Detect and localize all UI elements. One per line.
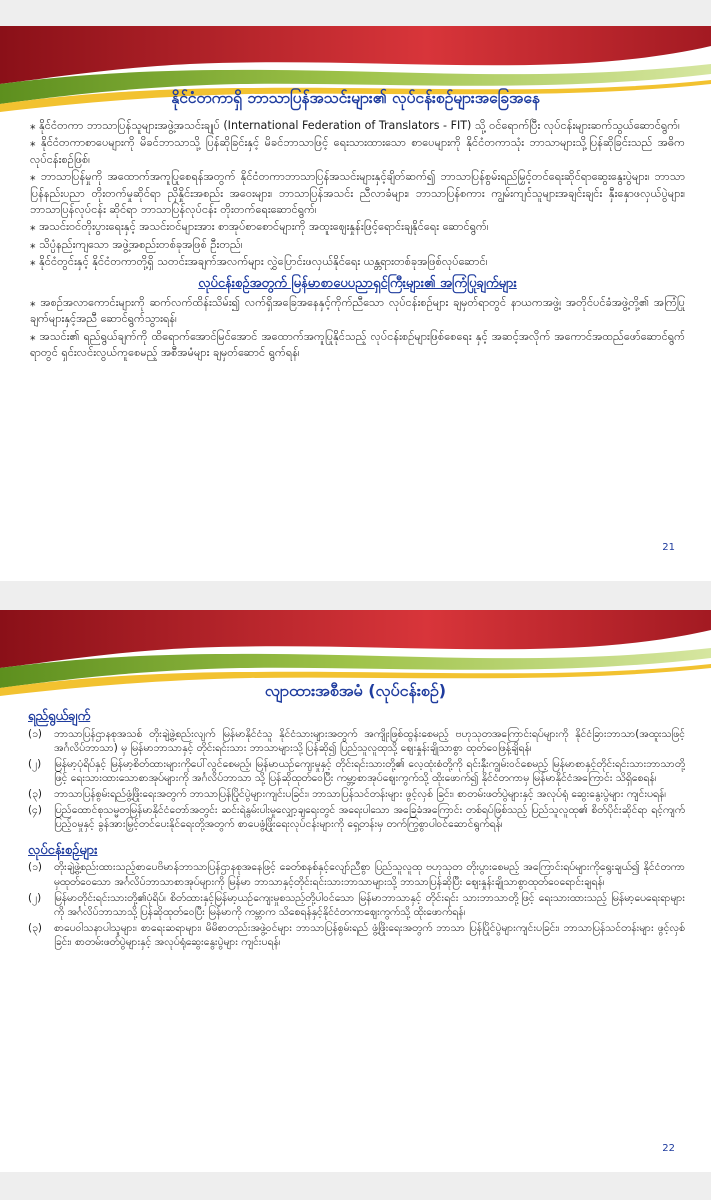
list-item <box>28 803 685 832</box>
list-item <box>28 757 685 786</box>
paragraph: ⁎ နိုင်ငံတကာစာပေများကို မိခင်ဘာသာသို့ ပြန်ဆိုခြင်းနှင့် မိခင်ဘာသာဖြင့် ရေးသားထားသော စာပေများကို နိုင်ငံတကာသုံး ဘာသာများသို့ပြန်ဆိုခြင်းသည် အဓိကလုပ်ငန်းစဉ်ဖြစ်၊ <box>30 136 685 166</box>
item-number: (၂) <box>28 757 42 770</box>
list-item <box>28 860 685 889</box>
section-subtitle: လုပ်ငန်းစဉ်အတွက် မြန်မာစာပေပညာရှင်ကြီးများ၏ အကြံပြုချက်များ <box>198 275 517 291</box>
page-title: နိုင်ငံတကာရှိ ဘာသာပြန်အသင်းများ၏ လုပ်ငန်းစဉ်များအခြေအနေ <box>171 89 540 107</box>
item-text: ဘာသာပြန်ဌာနစုအသစ် တိုးချဲ့ဖွဲ့စည်းလျက် မြန်မာနိုင်ငံသူ နိုင်ငံသားများအတွက် အကျိုးဖြစ်ထွန်းစေမည့် ဗဟုသုတအကြောင်းရပ်များကို နိုင်ငံခြားဘာသာ(အထူးသဖြင့်အင်္ဂလိပ်ဘာသာ) မှ မြန်မာဘာသာနှင့် တိုင်းရင်းသား ဘာသာများသို့ပြန်ဆို၍ ပြည်သူလူထုသို့ ဈေးနှုန်းချိုသာစွာ ထုတ်ဝေဖြန့်ချိရန်၊ <box>54 727 685 755</box>
page-number: 21 <box>662 542 675 553</box>
item-text: မြန်မာတိုင်းရင်းသားတို့၏ပုံရိပ်၊ စိတ်ထားနှင့်မြန်မာ့ယဉ်ကျေးမှုစသည့်တို့ပါဝင်သော မြန်မာဘာသာနှင့် တိုင်းရင်း သားဘာသာတို့ဖြင့် ရေးသားထားသည့် မြန်မာ့ပေရေးရာများကို အင်္ဂလိပ်ဘာသာသို့ပြန်ဆိုထုတ်ဝေပြီး မြန်မာကို ကမ္ဘာက သိစေရန်နှင့်နိုင်ငံတကာဈေးကွက်သို့ ထိုးဖောက်ရန်၊ <box>54 891 685 919</box>
item-number: (၄) <box>28 803 42 816</box>
page-number: 22 <box>662 1143 675 1154</box>
section-heading: လုပ်ငန်းစဉ်များ <box>28 842 98 858</box>
paragraph: ⁎ အသင်း၏ ရည်ရွယ်ချက်ကို ထိရောက်အောင်မြင်အောင် အထောက်အကူပြုနိုင်သည့် လုပ်ငန်းစဉ်များဖြစ်စေရေး နှင့် အဆင့်အလိုက် အကောင်အထည်ဖော်ဆောင်ရွက်ရာတွင် ရှင်းလင်းလွယ်ကူစေမည့် အစီအမံများ ချမှတ်ဆောင် ရွက်ရန်၊ <box>30 329 685 360</box>
item-number: (၁) <box>28 727 42 740</box>
page-content <box>30 118 685 363</box>
list-item <box>28 727 685 756</box>
item-text: ပြည်ထောင်စုသမ္မတမြန်မာနိုင်ငံတော်အတွင်း ဆင်းရဲနွမ်းပါးမှုလျှော့ချရေးတွင် အရေးပါသော အခြေခံအကြောင်း တစ်ရပ်ဖြစ်သည့် ပြည်သူလူထု၏ စိတ်ပိုင်းဆိုင်ရာ ရင့်ကျက်ပြည့်ဝမှုနှင့် ခွန်အားမြှင့်တင်ပေးနိုင်ရေးတို့အတွက် စာပေဖွံ့ဖြိုးရေးလုပ်ငန်းများကို ရှေ့တန်းမှ တက်ကြွစွာပါဝင်ဆောင်ရွက်ရန်၊ <box>54 803 685 831</box>
paragraph: ⁎ နိုင်ငံတကာ ဘာသာပြန်သူများအဖွဲ့အသင်းချုပ် (International Federation of Translators - FIT) သို့ ဝင်ရောက်ပြီး လုပ်ငန်းများဆက်သွယ်ဆောင်ရွက်၊ <box>30 119 680 132</box>
page-22 <box>0 610 711 1172</box>
item-number: (၂) <box>28 891 42 904</box>
paragraph: ⁎ သိပ္ပံနည်းကျသော အဖွဲ့အစည်းတစ်ခုအဖြစ် ဦးတည်၊ <box>30 237 243 251</box>
item-text: မြန်မာ့ပုံရိပ်နှင့် မြန်မာ့စိတ်ထားများကိုပေါ်လွင်စေမည့်၊ မြန်မာယဉ်ကျေးမှုနှင့် တိုင်းရင်းသားတို့၏ လေ့ထုံးစံတို့ကို ရင်းနှီးကျွမ်းဝင်စေမည့် မြန်မာစာနှင့်တိုင်းရင်းသားဘာသာတို့ဖြင့် ရေးသားထားသောစာအုပ်များကို အင်္ဂလိပ်ဘာသာ သို့ ပြန်ဆိုထုတ်ဝေပြီး ကမ္ဘာ့စာအုပ်ဈေးကွက်သို့ ထိုးဖောက်၍ နိုင်ငံတကာမှ မြန်မာနိုင်ငံအကြောင်း သိရှိစေရန်၊ <box>54 757 685 785</box>
page-title: လျာထားအစီအမံ (လုပ်ငန်းစဉ်) <box>264 681 447 700</box>
paragraph: ⁎ အစဉ်အလာကောင်းများကို ဆက်လက်ထိန်းသိမ်း၍ လက်ရှိအခြေအနေနှင့်ကိုက်ညီသော လုပ်ငန်းစဉ်များ ချမှတ်ရာတွင် နာယကအဖွဲ့၊ အတိုင်ပင်ခံအဖွဲ့တို့၏ အကြံပြုချက်များနှင့်အညီ ဆောင်ရွက်သွားရန်၊ <box>30 296 685 326</box>
paragraph: ⁎ ဘာသာပြန်မှုကို အထောက်အကူပြုစေရန်အတွက် နိုင်ငံတကာဘာသာပြန်အသင်းများနှင့်ချိတ်ဆက်၍ ဘာသာပြန်စွမ်းရည်မြှင့်တင်ရေးဆိုင်ရာဆွေးနွေးပွဲများ၊ ဘာသာပြန်နည်းပညာ တိုးတက်မှုဆိုင်ရာ ညှိနှိုင်းအစည်း အဝေးများ၊ ဘာသာပြန်အသင်း ညီလာခံများ၊ ဘာသာပြန်စကား ကျွမ်းကျင်သူများအချင်းချင်း နှီးနှောဖလှယ်ပွဲများ၊ ဘာသာပြန်လုပ်ငန်း ဆိုင်ရာ ဘာသာပြန်လုပ်ငန်း တိုးတက်ရေးဆောင်ရွက်၊ <box>30 170 685 217</box>
item-number: (၃) <box>28 787 42 800</box>
paragraph: ⁎ နိုင်ငံတွင်းနှင့် နိုင်ငံတကာတို့ရှိ သတင်းအချက်အလက်များ လွှဲပြောင်းဖလှယ်နိုင်ရေး ယန္တရားတစ်ခုအဖြစ်လုပ်ဆောင်၊ <box>30 255 488 269</box>
list-item <box>28 787 685 802</box>
item-number: (၁) <box>28 861 42 874</box>
list-item <box>28 891 685 920</box>
page-content <box>28 710 685 951</box>
item-text: တိုးချဲ့ဖွဲ့စည်းထားသည့်စာပေဗိမာန်ဘာသာပြန်ဌာနစုအနေဖြင့် ခေတ်စနစ်နှင့်လျော်ညီစွာ ပြည်သူလူထု ဗဟုသုတ တိုးပွားစေမည့် အကြောင်းရပ်များကိုရွေးချယ်၍ နိုင်ငံတကာမှထုတ်ဝေသော အင်္ဂလိပ်ဘာသာစာအုပ်များကို မြန်မာ ဘာသာနှင့်တိုင်းရင်းသားဘာသာများသို့ ဘာသာပြန်ဆိုပြီး ဈေးနှုန်းချိုသာစွာထုတ်ဝေရောင်းချရန်၊ <box>54 861 685 888</box>
paragraph: ⁎ အသင်းဝင်တိုးပွားရေးနှင့် အသင်းဝင်များအား စာအုပ်စာစောင်များကို အထူးဈေးနှုန်းဖြင့်ရောင်းချနိုင်ရေး ဆောင်ရွက်၊ <box>30 220 489 234</box>
section-heading: ရည်ရွယ်ချက် <box>28 709 91 724</box>
item-number: (၃) <box>28 921 42 934</box>
item-text: ဘာသာပြန်စွမ်းရည်ဖွံ့ဖြိုးရေးအတွက် ဘာသာပြန်ပြိုင်ပွဲများကျင်းပခြင်း၊ ဘာသာပြန်သင်တန်းများ ဖွင့်လှစ် ခြင်း၊ စာတမ်းဖတ်ပွဲများနှင့် အလုပ်ရုံ ဆွေးနွေးပွဲများ ကျင်းပရန်၊ <box>54 787 666 800</box>
list-item <box>28 921 685 950</box>
page-21 <box>0 26 711 581</box>
item-text: စာပေဝါသနာပါသူများ၊ စာရေးဆရာများ၊ မိမိစာတည်းအဖွဲ့ဝင်များ ဘာသာပြန်စွမ်းရည် ဖွံ့ဖြိုးရေးအတွက် ဘာသာ ပြန်ပြိုင်ပွဲများကျင်းပခြင်း၊ ဘာသာပြန်သင်တန်းများ ဖွင့်လှစ်ခြင်း၊ စာတမ်းဖတ်ပွဲများနှင့် အလုပ်ရုံဆွေးနွေးပွဲများ ကျင်းပရန်၊ <box>54 921 685 949</box>
